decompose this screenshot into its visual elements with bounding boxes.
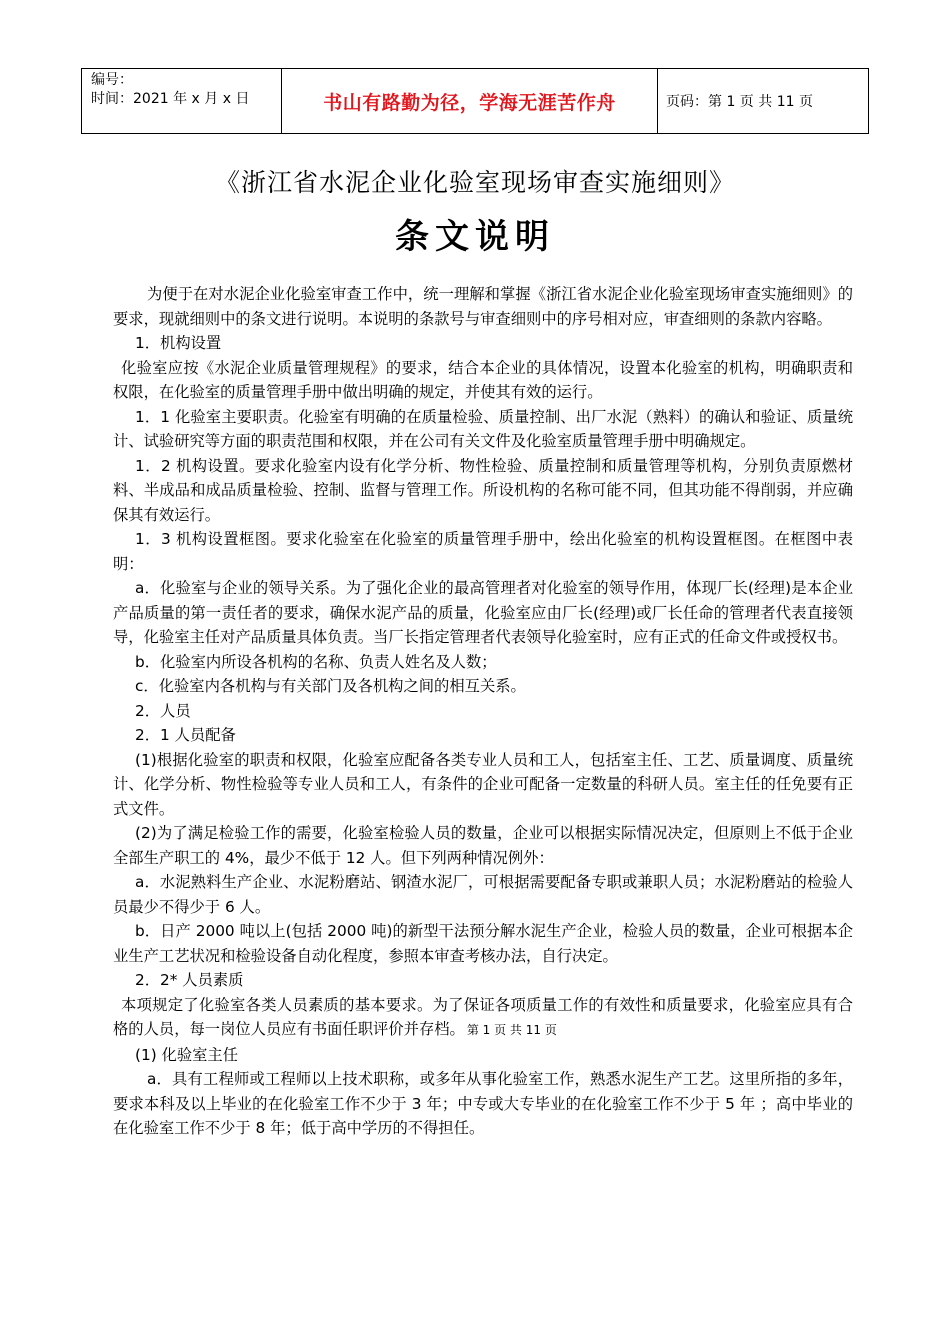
header-page-cell (658, 69, 868, 133)
list-item-a: a．水泥熟料生产企业、水泥粉磨站、钢渣水泥厂，可根据需要配备专职或兼职人员；水泥粉磨站的检验人员最少不得少于 6 人。 (113, 873, 853, 916)
body-paragraph-text: 本项规定了化验室各类人员素质的基本要求。为了保证各项质量工作的有效性和质量要求，化验室应具有合格的人员，每一岗位人员应有书面任职评价并存档。 (113, 995, 853, 1038)
document-number-label: 编号： (91, 72, 133, 88)
intro-paragraph: 为便于在对水泥企业化验室审查工作中，统一理解和掌握《浙江省水泥企业化验室现场审查实施细则》的要求，现就细则中的条文进行说明。本说明的条款号与审查细则中的序号相对应，审查细则的条款内容略。 (113, 285, 853, 328)
header-motto-cell (282, 69, 658, 133)
document-time-label: 时间：2021 年 x 月 x 日 (91, 91, 250, 107)
header-page-info: 页码：第 1 页 共 11 页 (666, 94, 813, 110)
body-paragraph (113, 993, 853, 1043)
clause-1-1: 1．1 化验室主要职责。化验室有明确的在质量检验、质量控制、出厂水泥（熟料）的确认和验证、质量统计、试验研究等方面的职责范围和权限，并在公司有关文件及化验室质量管理手册中明确规定。 (113, 407, 853, 450)
header-table (81, 68, 869, 134)
list-item-a: a．具有工程师或工程师以上技术职称，或多年从事化验室工作，熟悉水泥生产工艺。这里所指的多年，要求本科及以上毕业的在化验室工作不少于 3 年；中专或大专毕业的在化验室工作不少于 5 年 ；高中毕业的在化验室工作不少于 8 年；低于高中学历的不得担任。 (113, 1070, 853, 1137)
document-subtitle: 条文说明 (395, 217, 555, 257)
clause-1-2: 1．2 机构设置。要求化验室内设有化学分析、物性检验、质量控制和质量管理等机构，分别负责原燃材料、半成品和成品质量检验、控制、监督与管理工作。所设机构的名称可能不同，但其功能不得削弱，并应确保其有效运行。 (113, 456, 853, 524)
section-heading-1: 1．机构设置 (135, 334, 222, 352)
clause-2-1-item-1: (1)根据化验室的职责和权限，化验室应配备各类专业人员和工人，包括室主任、工艺、质量调度、质量统计、化学分析、物性检验等专业人员和工人，有条件的企业可配备一定数量的科研人员。室主任的任免要有正式文件。 (113, 750, 853, 818)
clause-1-3: 1．3 机构设置框图。要求化验室在化验室的质量管理手册中，绘出化验室的机构设置框图。在框图中表明： (113, 530, 853, 573)
header-meta-cell (82, 69, 282, 133)
body-paragraph: 化验室应按《水泥企业质量管理规程》的要求，结合本企业的具体情况，设置本化验室的机构，明确职责和权限，在化验室的质量管理手册中做出明确的规定，并使其有效的运行。 (113, 358, 853, 401)
section-heading-2: 2．人员 (135, 701, 191, 720)
clause-2-2-item-1: (1) 化验室主任 (135, 1045, 239, 1064)
document-title: 《浙江省水泥企业化验室现场审查实施细则》 (214, 168, 735, 197)
header-motto: 书山有路勤为径，学海无涯苦作舟 (323, 91, 616, 114)
list-item-b: b．化验室内所设各机构的名称、负责人姓名及人数； (135, 652, 497, 671)
list-item-a: a．化验室与企业的领导关系。为了强化企业的最高管理者对化验室的领导作用，体现厂长(经理)是本企业产品质量的第一责任者的要求，确保水泥产品的质量，化验室应由厂长(经理)或厂长任命的管理者代表直接领导，化验室主任对产品质量具体负责。当厂长指定管理者代表领导化验室时，应有正式的任命文件或授权书。 (113, 579, 853, 646)
document-body (113, 282, 853, 1141)
list-item-c: c．化验室内各机构与有关部门及各机构之间的相互关系。 (135, 677, 526, 695)
clause-2-1: 2．1 人员配备 (135, 726, 236, 744)
page-marker: 第 1 页 共 11 页 (466, 1023, 557, 1037)
clause-2-2: 2．2* 人员素质 (135, 971, 244, 989)
list-item-b: b．日产 2000 吨以上(包括 2000 吨)的新型干法预分解水泥生产企业，检验人员的数量，企业可根据本企业生产工艺状况和检验设备自动化程度，参照本审查考核办法，自行决定。 (113, 922, 853, 965)
clause-2-1-item-2: (2)为了满足检验工作的需要，化验室检验人员的数量，企业可以根据实际情况决定，但原则上不低于企业全部生产职工的 4%，最少不低于 12 人。但下列两种情况例外： (113, 824, 853, 867)
